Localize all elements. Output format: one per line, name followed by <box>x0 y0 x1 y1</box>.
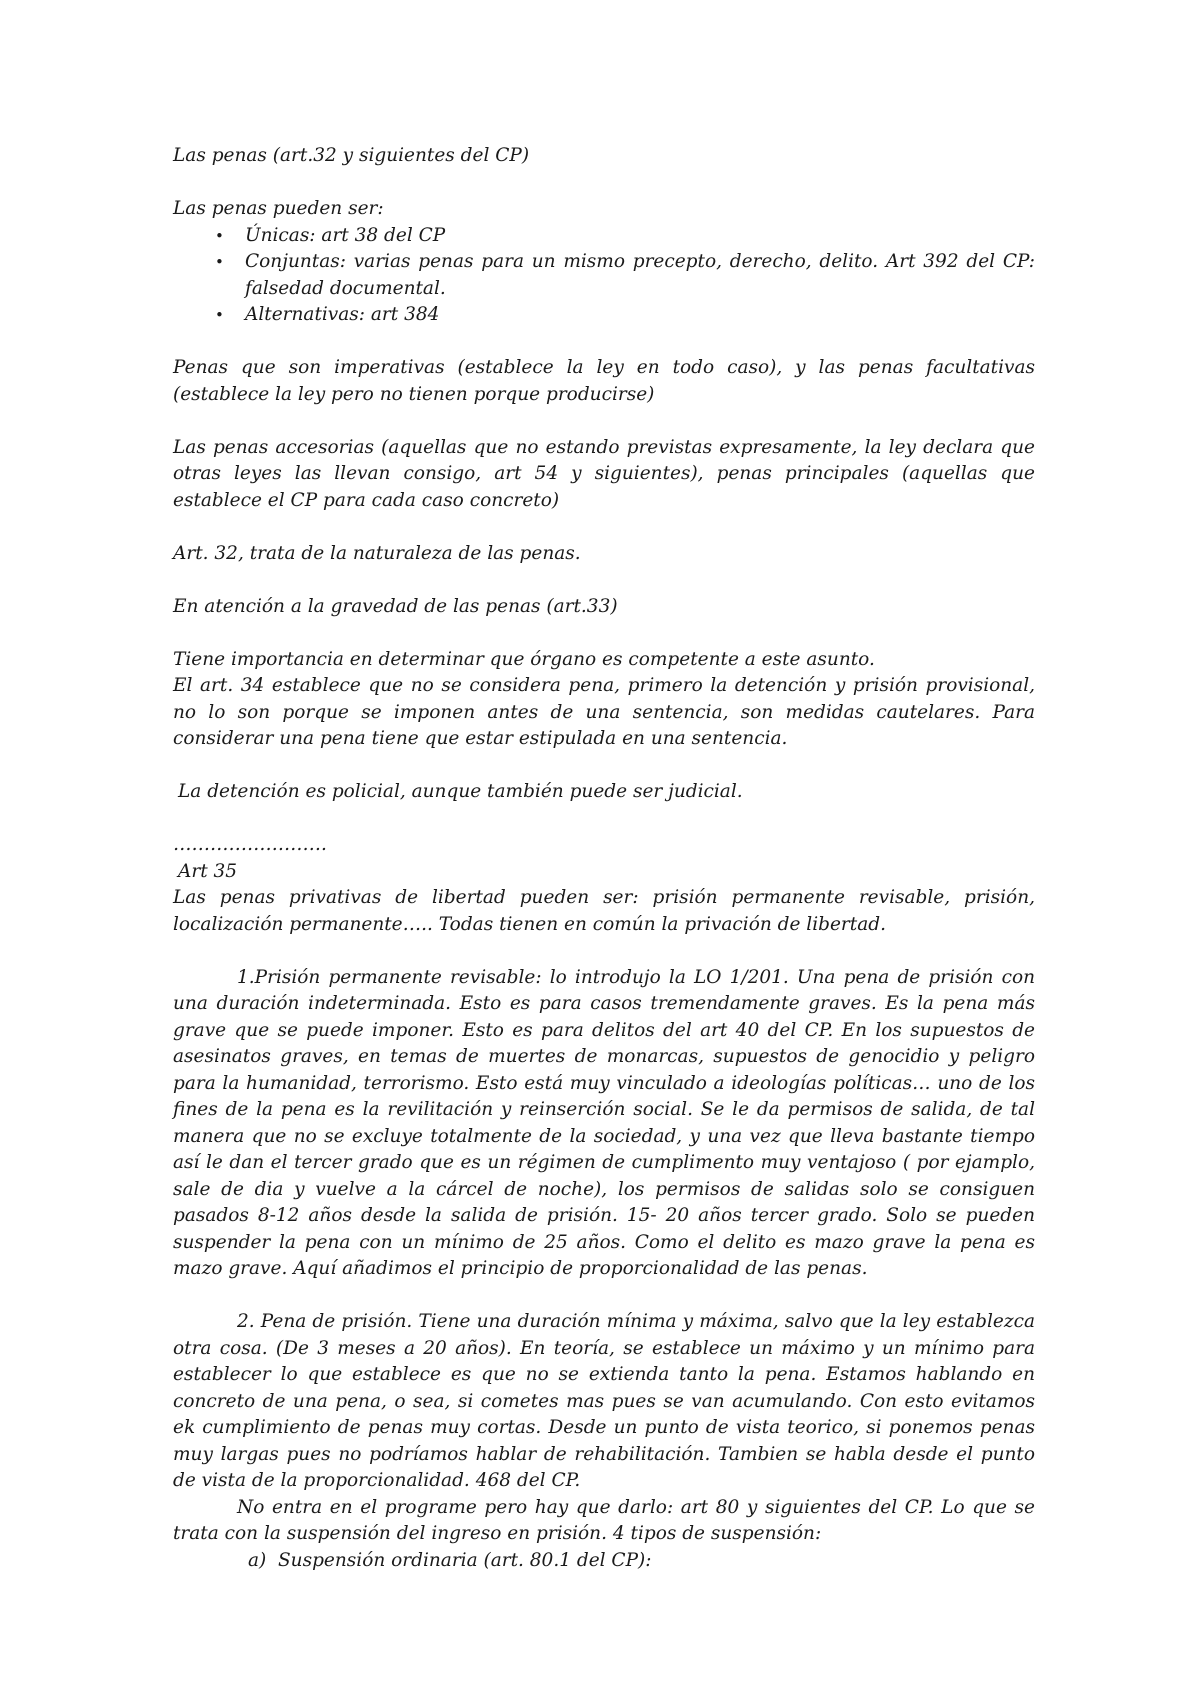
paragraph-art35: Las penas privativas de libertad pueden ser: prisión permanente revisable, prisión, localización permanente….. Todas tienen en común la privación de libertad. <box>173 887 1035 935</box>
list-intro: Las penas pueden ser: <box>173 198 384 219</box>
paragraph-art32: Art. 32, trata de la naturaleza de las penas. <box>173 542 581 564</box>
paragraph-detencion: La detención es policial, aunque también puede ser judicial. <box>178 781 743 802</box>
paragraph-prision-permanente: 1.Prisión permanente revisable: lo introdujo la LO 1/201. Una pena de prisión con una duración indeterminada. Esto es para casos tremendamente graves. Es la pena más grave que se puede imponer. Esto es para delitos del art 40 del CP. En los supuestos de asesinatos graves, en temas de muertes de monarcas, supuestos de genocidio y peligro para la humanidad, terrorismo. Esto está muy vinculado a ideologías políticas… uno de los fines de la pena es la revilitación y reinserción social. Se le da permisos de salida, de tal manera que no se excluye totalmente de la sociedad, y una vez que lleva bastante tiempo así le dan el tercer grado que es un régimen de cumplimento muy ventajoso ( por ejamplo, sale de dia y vuelve a la cárcel de noche), los permisos de salidas solo se consiguen pasados 8-12 años desde la salida de prisión. 15- 20 años tercer grado. Solo se pueden suspender la pena con un mínimo de 25 años. Como el delito es mazo grave la pena es mazo grave. Aquí añadimos el principio de proporcionalidad de las penas. <box>173 966 1035 1279</box>
bullet-icon: • <box>215 226 224 245</box>
bullet-icon: • <box>215 306 224 324</box>
list-item-text: Únicas: art 38 del CP <box>245 224 446 246</box>
bullet-icon: • <box>215 253 224 271</box>
separator-dots: ……………………. <box>173 834 327 855</box>
paragraph-programa: No entra en el programe pero hay que darlo: art 80 y siguientes del CP. Lo que se trata con la suspensión del ingreso en prisión. 4 tipos de suspensión: <box>173 1496 1035 1544</box>
paragraph-imperativas: Penas que son imperativas (establece la ley en todo caso), y las penas facultativas (establece la ley pero no tienen porque producirse) <box>173 357 1035 405</box>
document-title: Las penas (art.32 y siguientes del CP) <box>173 145 530 166</box>
paragraph-art34: El art. 34 establece que no se considera pena, primero la detención y prisión provisional, no lo son porque se imponen antes de una sentencia, son medidas cautelares. Para considerar una pena tiene que estar estipulada en una sentencia. <box>173 675 1035 749</box>
list-item <box>173 223 1035 250</box>
paragraph-importancia: Tiene importancia en determinar que órgano es competente a este asunto. <box>173 648 875 670</box>
art35-heading: Art 35 <box>178 860 238 882</box>
list-item <box>173 249 1035 302</box>
document-body <box>173 143 1035 1574</box>
paragraph-pena-prision: 2. Pena de prisión. Tiene una duración mínima y máxima, salvo que la ley establezca otra cosa. (De 3 meses a 20 años). En teoría, se establece un máximo y un mínimo para establecer lo que establece es que no se extienda tanto la pena. Estamos hablando en concreto de una pena, o sea, si cometes mas pues se van acumulando. Con esto evitamos ek cumplimiento de penas muy cortas. Desde un punto de vista teorico, si ponemos penas muy largas pues no podríamos hablar de rehabilitación. Tambien se habla desde el punto de vista de la proporcionalidad. 468 del CP. <box>173 1311 1035 1491</box>
paragraph-accesorias: Las penas accesorias (aquellas que no estando previstas expresamente, la ley declara que otras leyes las llevan consigo, art 54 y siguientes), penas principales (aquellas que establece el CP para cada caso concreto) <box>173 436 1035 511</box>
list-item-text: Alternativas: art 384 <box>245 304 440 325</box>
penalty-type-list <box>173 223 1035 329</box>
suspension-item-a <box>173 1548 1035 1575</box>
list-item-text: Conjuntas: varias penas para un mismo precepto, derecho, delito. Art 392 del CP: falsedad documental. <box>245 251 1035 299</box>
suspension-item-text: Suspensión ordinaria (art. 80.1 del CP): <box>278 1549 652 1571</box>
list-item <box>173 302 1035 329</box>
paragraph-gravedad: En atención a la gravedad de las penas (art.33) <box>173 595 618 617</box>
suspension-item-marker: a) <box>248 1549 267 1571</box>
